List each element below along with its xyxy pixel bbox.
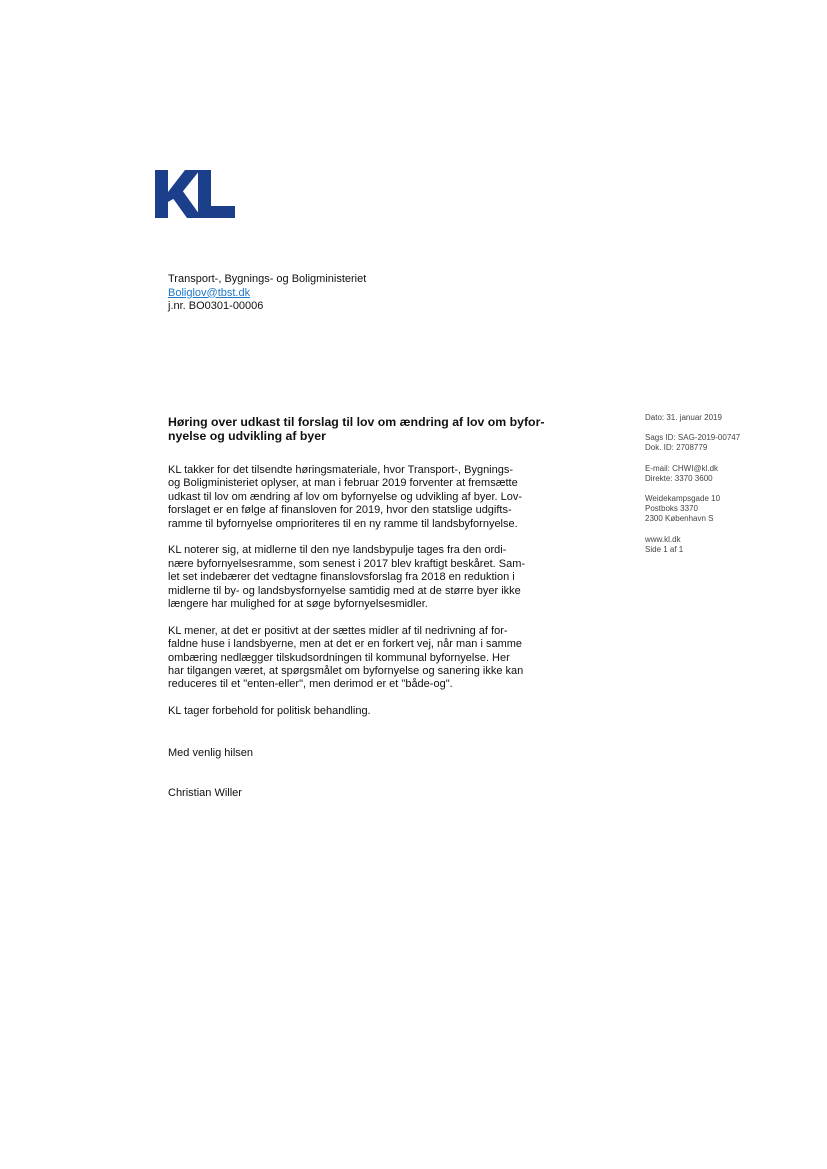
address-line: Weidekampsgade 10 bbox=[645, 494, 721, 504]
text-line: nære byfornyelsesramme, som senest i 2017 blev kraftigt beskåret. Sam- bbox=[168, 557, 526, 570]
text-line: har tilgangen været, at spørgsmålet om byfornyelse og sanering ikke kan bbox=[168, 665, 524, 678]
address-line: Postboks 3370 bbox=[645, 504, 698, 514]
letter-subject bbox=[168, 415, 568, 443]
text-line: let set indebærer det vedtagne finanslovsforslag fra 2018 en reduktion i bbox=[168, 571, 515, 584]
web-group bbox=[645, 535, 740, 555]
kl-logo bbox=[155, 170, 235, 218]
subject-line: Høring over udkast til forslag til lov om ændring af lov om byfor- bbox=[168, 415, 545, 429]
text-line: forslaget er en følge af finansloven for 2019, hvor den statslige udgifts- bbox=[168, 504, 512, 517]
contact-email: E-mail: CHWI@kl.dk bbox=[645, 463, 719, 473]
letter-metadata-sidebar bbox=[645, 413, 740, 565]
recipient-email-link[interactable]: Boliglov@tbst.dk bbox=[168, 286, 251, 299]
signature-name: Christian Willer bbox=[168, 787, 242, 799]
text-line: reduceres til et "enten-eller", men derimod er et "både-og". bbox=[168, 678, 453, 691]
dok-id: Dok. ID: 2708779 bbox=[645, 443, 708, 453]
text-line: faldne huse i landsbyerne, men at det er en forkert vej, når man i samme bbox=[168, 638, 523, 651]
contact-group bbox=[645, 464, 740, 484]
paragraph-2 bbox=[168, 544, 553, 611]
text-line: ramme til byfornyelse omprioriteres til en ny ramme til landsbyfornyelse. bbox=[168, 517, 518, 530]
sags-id: Sags ID: SAG-2019-00747 bbox=[645, 433, 741, 443]
text-line: ombæring nedlægger tilskudsordningen til kommunal byfornyelse. Her bbox=[168, 651, 510, 664]
paragraph-4 bbox=[168, 705, 553, 718]
text-line: midlerne til by- og landsbysfornyelse samtidig med at de større byer ikke bbox=[168, 584, 521, 597]
text-line: KL noterer sig, at midlerne til den nye landsbypulje tages fra den ordi- bbox=[168, 544, 507, 557]
text-line: KL mener, at det er positivt at der sættes midler af til nedrivning af for- bbox=[168, 624, 508, 637]
address-group bbox=[645, 494, 740, 525]
website: www.kl.dk bbox=[645, 534, 681, 544]
text-line: KL tager forbehold for politisk behandling. bbox=[168, 705, 371, 718]
letter-body bbox=[168, 464, 553, 732]
page-number: Side 1 af 1 bbox=[645, 544, 684, 554]
recipient-block bbox=[168, 273, 366, 314]
contact-phone: Direkte: 3370 3600 bbox=[645, 473, 713, 483]
text-line: og Boligministeriet oplyser, at man i februar 2019 forventer at fremsætte bbox=[168, 477, 518, 490]
text-line: udkast til lov om ændring af lov om byfornyelse og udvikling af byer. Lov- bbox=[168, 490, 523, 503]
date-group bbox=[645, 413, 740, 423]
id-group bbox=[645, 433, 740, 453]
recipient-name: Transport-, Bygnings- og Boligministeriet bbox=[168, 273, 367, 285]
text-line: KL takker for det tilsendte høringsmateriale, hvor Transport-, Bygnings- bbox=[168, 464, 514, 476]
paragraph-3 bbox=[168, 625, 553, 692]
recipient-case-number: j.nr. BO0301-00006 bbox=[168, 300, 264, 312]
subject-line: nyelse og udvikling af byer bbox=[168, 429, 326, 443]
closing-greeting: Med venlig hilsen bbox=[168, 747, 253, 759]
text-line: længere har mulighed for at søge byfornyelsesmidler. bbox=[168, 598, 428, 611]
paragraph-1 bbox=[168, 464, 553, 531]
address-line: 2300 København S bbox=[645, 514, 714, 524]
letter-date: Dato: 31. januar 2019 bbox=[645, 413, 722, 422]
